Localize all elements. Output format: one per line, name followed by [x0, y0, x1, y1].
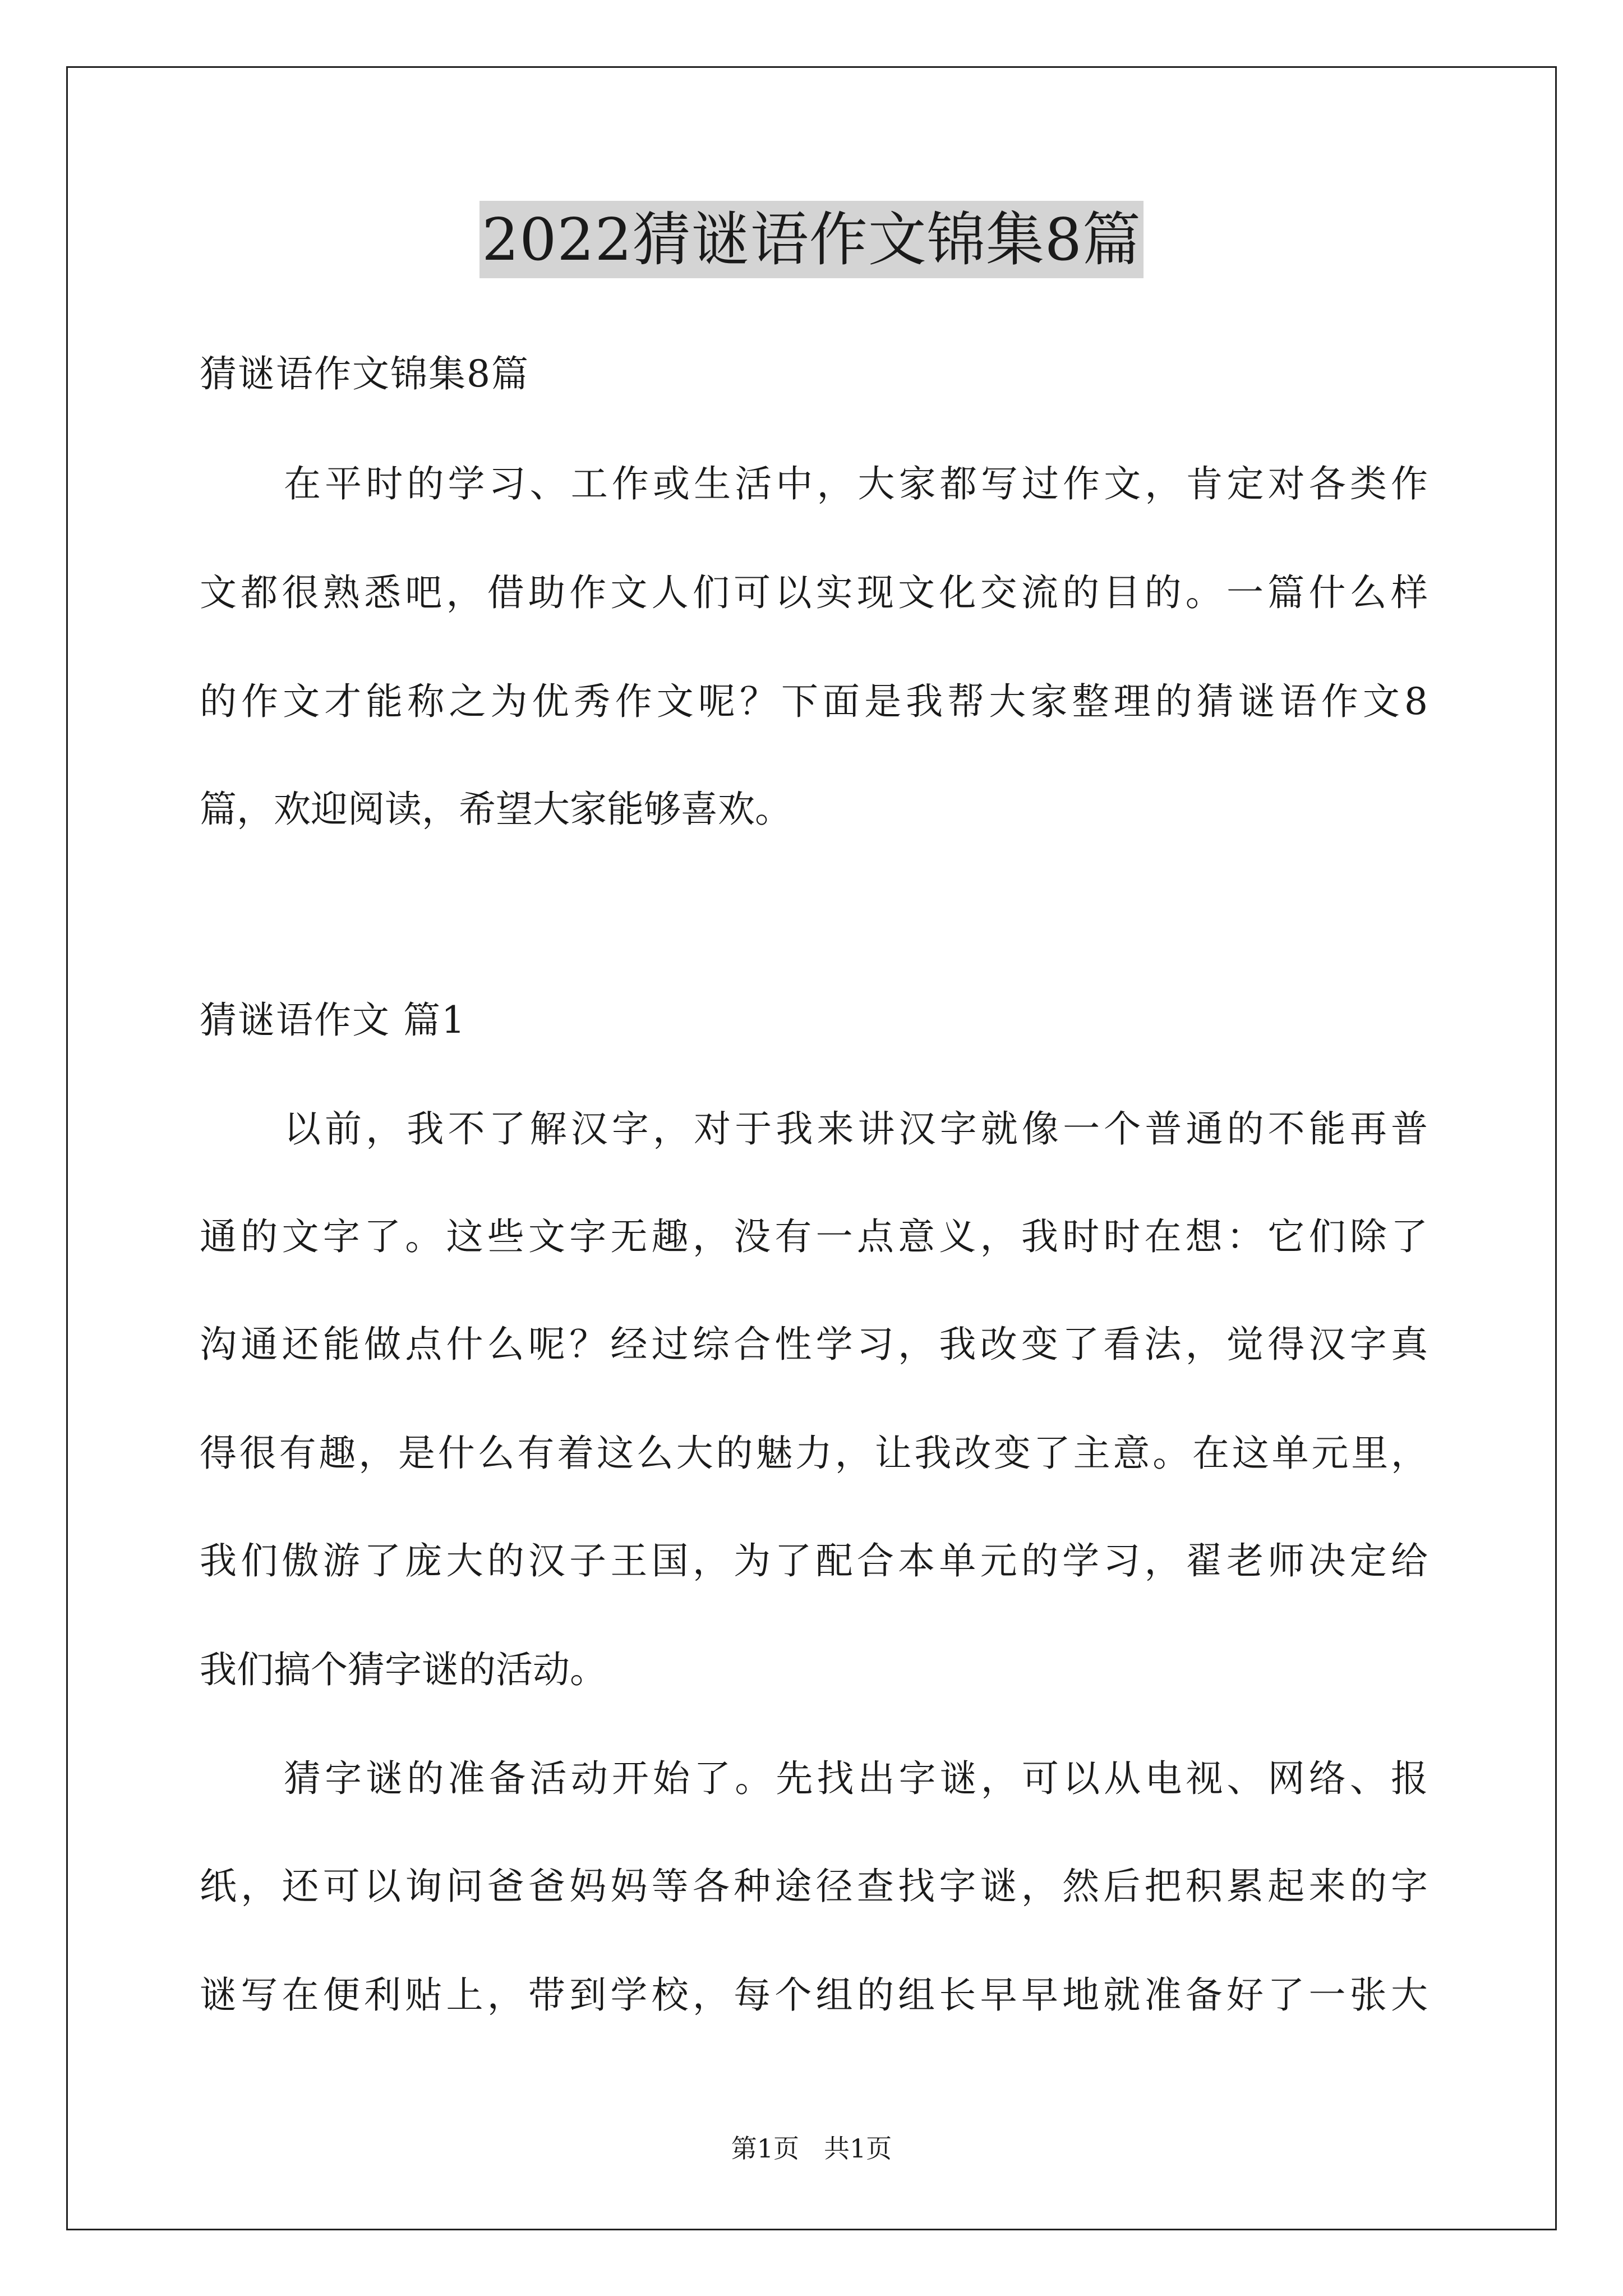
paragraph-line: 我们傲游了庞大的汉子王国，为了配合本单元的学习，翟老师决定给 [200, 1539, 1428, 1582]
paragraph-line: 沟通还能做点什么呢？经过综合性学习，我改变了看法，觉得汉字真 [200, 1323, 1428, 1366]
paragraph-line: 以前，我不了解汉字，对于我来讲汉字就像一个普通的不能再普 [284, 1107, 1428, 1151]
paragraph-line: 得很有趣，是什么有着这么大的魅力，让我改变了主意。在这单元里， [200, 1432, 1428, 1475]
paragraph-line: 我们搞个猜字谜的活动。 [200, 1648, 607, 1691]
page-number: 第1页 [731, 2133, 799, 2164]
document-title: 2022猜谜语作文锦集8篇 [479, 201, 1144, 278]
intro-line: 在平时的学习、工作或生活中，大家都写过作文，肯定对各类作 [284, 462, 1428, 505]
paragraph-line: 通的文字了。这些文字无趣，没有一点意义，我时时在想：它们除了 [200, 1215, 1428, 1258]
section-heading: 猜谜语作文 篇1 [200, 999, 466, 1042]
paragraph-line: 猜字谜的准备活动开始了。先找出字谜，可以从电视、网络、报 [284, 1757, 1428, 1800]
document-subtitle: 猜谜语作文锦集8篇 [200, 352, 529, 395]
page-total: 共1页 [824, 2133, 892, 2164]
intro-line: 文都很熟悉吧，借助作文人们可以实现文化交流的目的。一篇什么样 [200, 571, 1428, 614]
paragraph-line: 纸，还可以询问爸爸妈妈等各种途径查找字谜，然后把积累起来的字 [200, 1865, 1428, 1908]
paragraph-line: 谜写在便利贴上，带到学校，每个组的组长早早地就准备好了一张大 [200, 1973, 1428, 2017]
title-container [0, 201, 1623, 278]
page-footer [0, 2132, 1623, 2165]
intro-line: 的作文才能称之为优秀作文呢？下面是我帮大家整理的猜谜语作文8 [200, 680, 1428, 723]
intro-line: 篇，欢迎阅读，希望大家能够喜欢。 [200, 788, 792, 831]
